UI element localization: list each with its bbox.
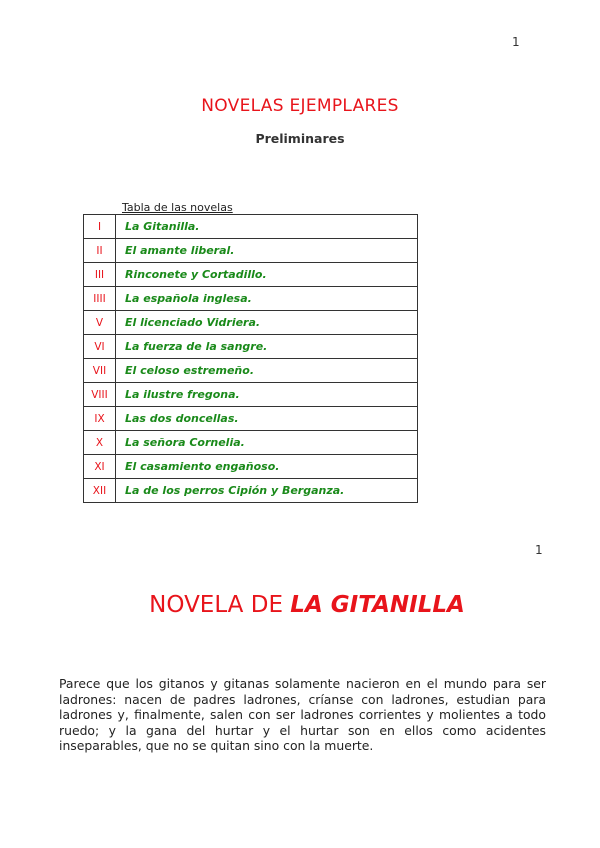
table-row bbox=[84, 479, 418, 503]
novel-title-emphasis: LA GITANILLA bbox=[290, 592, 465, 618]
novel-name: El celoso estremeño. bbox=[116, 359, 418, 383]
novel-name: La fuerza de la sangre. bbox=[116, 335, 418, 359]
table-row bbox=[84, 239, 418, 263]
novel-name: Las dos doncellas. bbox=[116, 407, 418, 431]
table-row bbox=[84, 287, 418, 311]
table-row bbox=[84, 311, 418, 335]
novel-number: XI bbox=[84, 455, 116, 479]
novel-name: El licenciado Vidriera. bbox=[116, 311, 418, 335]
novel-name: La Gitanilla. bbox=[116, 215, 418, 239]
novel-number: VI bbox=[84, 335, 116, 359]
novel-title-prefix: NOVELA DE bbox=[149, 592, 291, 618]
novel-title bbox=[0, 592, 600, 618]
table-row bbox=[84, 263, 418, 287]
table-row bbox=[84, 335, 418, 359]
novel-number: VIII bbox=[84, 383, 116, 407]
page-number-top: 1 bbox=[512, 35, 520, 49]
page-number-second: 1 bbox=[535, 543, 543, 557]
novel-name: El amante liberal. bbox=[116, 239, 418, 263]
novel-number: IX bbox=[84, 407, 116, 431]
novel-number: XII bbox=[84, 479, 116, 503]
table-row bbox=[84, 359, 418, 383]
section-subtitle: Preliminares bbox=[255, 131, 345, 146]
novel-number: III bbox=[84, 263, 116, 287]
novel-number: V bbox=[84, 311, 116, 335]
novel-number: VII bbox=[84, 359, 116, 383]
novels-table bbox=[83, 214, 418, 503]
table-row bbox=[84, 455, 418, 479]
opening-paragraph: Parece que los gitanos y gitanas solamente nacieron en el mundo para ser ladrones: nacen de padres ladrones, críanse con ladrones, estudian para ladrones y, finalmente, salen con ser ladrones corrientes y molientes a todo ruedo; y la gana del hurtar y el hurtar son en ellos como acidentes inseparables, que no se quitan sino con la muerte. bbox=[59, 676, 546, 753]
table-caption: Tabla de las novelas bbox=[122, 201, 233, 214]
novel-number: IIII bbox=[84, 287, 116, 311]
novel-name: Rinconete y Cortadillo. bbox=[116, 263, 418, 287]
novel-number: I bbox=[84, 215, 116, 239]
table-row bbox=[84, 383, 418, 407]
novel-number: II bbox=[84, 239, 116, 263]
novel-name: La señora Cornelia. bbox=[116, 431, 418, 455]
novel-name: La ilustre fregona. bbox=[116, 383, 418, 407]
table-row bbox=[84, 431, 418, 455]
novel-name: La española inglesa. bbox=[116, 287, 418, 311]
novel-name: El casamiento engañoso. bbox=[116, 455, 418, 479]
table-row bbox=[84, 215, 418, 239]
document-title: NOVELAS EJEMPLARES bbox=[201, 96, 399, 116]
table-row bbox=[84, 407, 418, 431]
novel-name: La de los perros Cipión y Berganza. bbox=[116, 479, 418, 503]
novel-number: X bbox=[84, 431, 116, 455]
